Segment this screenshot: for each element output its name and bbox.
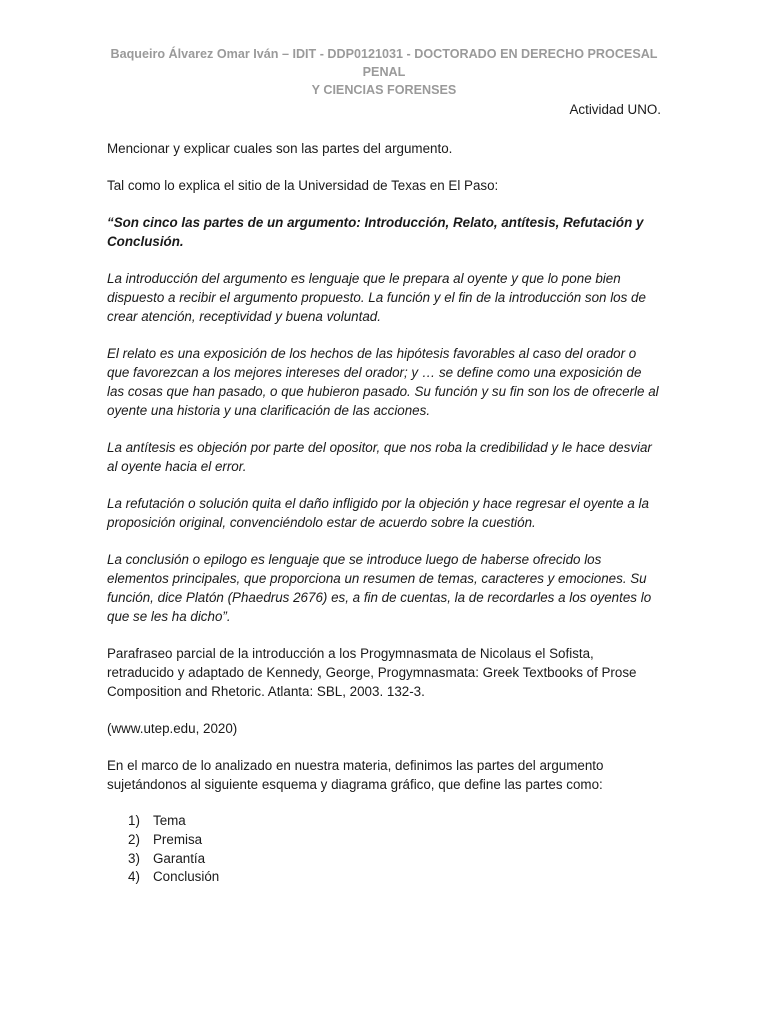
list-item	[128, 812, 662, 831]
list-item-number: 4)	[128, 869, 140, 885]
relato-paragraph: El relato es una exposición de los hechos de las hipótesis favorables al caso del orador o que favorezcan a los mejores intereses del orador; y … se define como una exposición de las cosas que han pasado, o que hubieron pasado. Su función y su fin son los de ofrecerle al oyente una historia y una clarificación de las acciones.	[107, 346, 659, 418]
refutacion-paragraph: La refutación o solución quita el daño infligido por la objeción y hace regresar el oyente a la proposición original, convenciéndolo estar de acuerdo sobre la cuestión.	[107, 496, 649, 530]
activity-title: Actividad UNO.	[569, 102, 661, 117]
introduccion-paragraph: La introducción del argumento es lenguaje que le prepara al oyente y que lo pone bien dispuesto a recibir el argumento propuesto. La función y el fin de la introducción son los de crear atención, receptividad y buena voluntad.	[107, 271, 646, 324]
list-item	[128, 868, 662, 887]
conclusion-paragraph: La conclusión o epilogo es lenguaje que se introduce luego de haberse ofrecido los elementos principales, que proporciona un resumen de temas, caracteres y emociones. Su función, dice Platón (Phaedrus 2676) es, a fin de cuentas, la de recordarles a los oyentes lo que se les ha dicho”.	[107, 552, 652, 624]
header-line-1: Baqueiro Álvarez Omar Iván – IDIT - DDP0121031 - DOCTORADO EN DERECHO PROCESAL PENAL	[110, 47, 658, 79]
list-item-label: Garantía	[153, 850, 206, 866]
document-body	[107, 139, 662, 887]
list-item-number: 1)	[128, 813, 140, 828]
list-item	[128, 850, 662, 869]
list-item-number: 2)	[128, 831, 140, 847]
list-item-number: 3)	[128, 850, 140, 866]
list-item-label: Premisa	[153, 831, 203, 847]
prompt-paragraph: Mencionar y explicar cuales son las partes del argumento.	[107, 141, 453, 156]
parafraseo-paragraph: Parafraseo parcial de la introducción a los Progymnasmata de Nicolaus el Sofista, retraducido y adaptado de Kennedy, George, Progymnasmata: Greek Textbooks of Prose Composition and Rhetoric. Atlanta: SBL, 2003. 132-3.	[107, 646, 637, 699]
antitesis-paragraph: La antítesis es objeción por parte del opositor, que nos roba la credibilidad y le hace desviar al oyente hacia el error.	[107, 440, 652, 474]
argument-parts-list	[107, 812, 662, 887]
list-item	[128, 831, 662, 850]
quote-heading: “Son cinco las partes de un argumento: Introducción, Relato, antítesis, Refutación y Conclusión.	[107, 215, 644, 249]
source-intro-paragraph: Tal como lo explica el sitio de la Universidad de Texas en El Paso:	[107, 178, 499, 193]
header-line-2: Y CIENCIAS FORENSES	[311, 83, 457, 97]
page-header	[100, 45, 668, 99]
list-item-label: Tema	[153, 813, 186, 828]
marco-paragraph: En el marco de lo analizado en nuestra materia, definimos las partes del argumento sujetándonos al siguiente esquema y diagrama gráfico, que define las partes como:	[107, 758, 604, 792]
list-item-label: Conclusión	[153, 869, 220, 885]
citation-paragraph: (www.utep.edu, 2020)	[107, 721, 238, 736]
